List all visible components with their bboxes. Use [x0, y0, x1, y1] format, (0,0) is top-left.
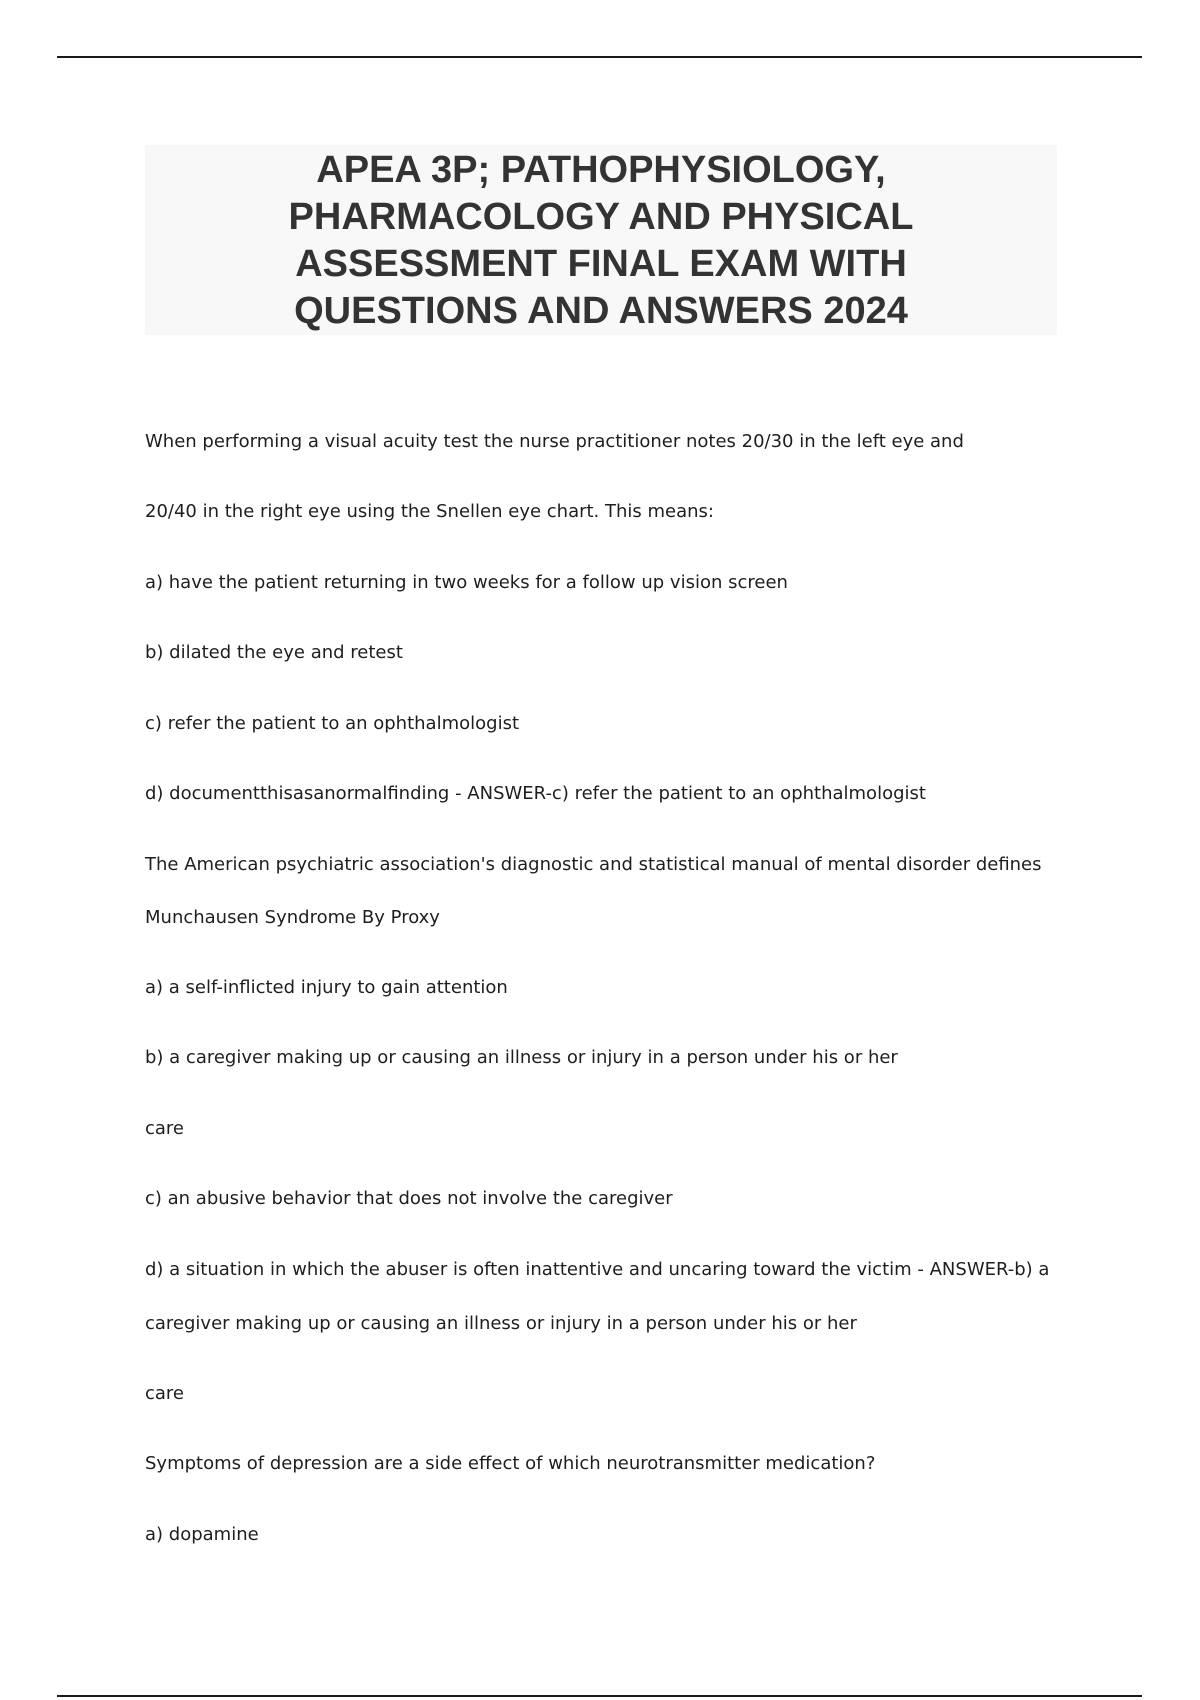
- title-block: [145, 145, 1057, 335]
- question-2-option-a: a) a self-inflicted injury to gain attention: [145, 977, 508, 998]
- document-title-line-2: PHARMACOLOGY AND PHYSICAL: [288, 196, 914, 238]
- question-1-option-d-answer: d) documentthisasanormalfinding - ANSWER-c) refer the patient to an ophthalmologist: [145, 783, 926, 804]
- question-1-stem-line-1: When performing a visual acuity test the nurse practitioner notes 20/30 in the left eye and: [145, 431, 964, 452]
- question-2-answer-line-3: care: [145, 1383, 185, 1404]
- question-3-option-a: a) dopamine: [145, 1524, 259, 1545]
- question-2-stem-line-1: The American psychiatric association's diagnostic and statistical manual of mental disorder defines: [145, 854, 1042, 875]
- question-2-answer-line-2: caregiver making up or causing an illness or injury in a person under his or her: [145, 1313, 857, 1334]
- question-2-option-d-answer-line-1: d) a situation in which the abuser is often inattentive and uncaring toward the victim - ANSWER-b) a: [145, 1259, 1050, 1280]
- question-3-stem: Symptoms of depression are a side effect of which neurotransmitter medication?: [145, 1453, 876, 1474]
- question-2-stem-line-2: Munchausen Syndrome By Proxy: [145, 907, 440, 928]
- question-1-option-b: b) dilated the eye and retest: [145, 642, 403, 663]
- document-title-line-1: APEA 3P; PATHOPHYSIOLOGY,: [316, 149, 886, 191]
- question-1-stem-line-2: 20/40 in the right eye using the Snellen eye chart. This means:: [145, 501, 714, 522]
- question-2-option-b-line-2: care: [145, 1118, 185, 1139]
- top-rule: [57, 56, 1142, 58]
- question-2-option-b-line-1: b) a caregiver making up or causing an illness or injury in a person under his or her: [145, 1047, 898, 1068]
- question-1-option-c: c) refer the patient to an ophthalmologist: [145, 713, 520, 734]
- question-1-option-a: a) have the patient returning in two weeks for a follow up vision screen: [145, 572, 788, 593]
- question-2-option-c: c) an abusive behavior that does not involve the caregiver: [145, 1188, 673, 1209]
- document-title-line-4: QUESTIONS AND ANSWERS 2024: [294, 290, 908, 332]
- document-title-line-3: ASSESSMENT FINAL EXAM WITH: [295, 243, 907, 285]
- bottom-rule: [57, 1695, 1142, 1697]
